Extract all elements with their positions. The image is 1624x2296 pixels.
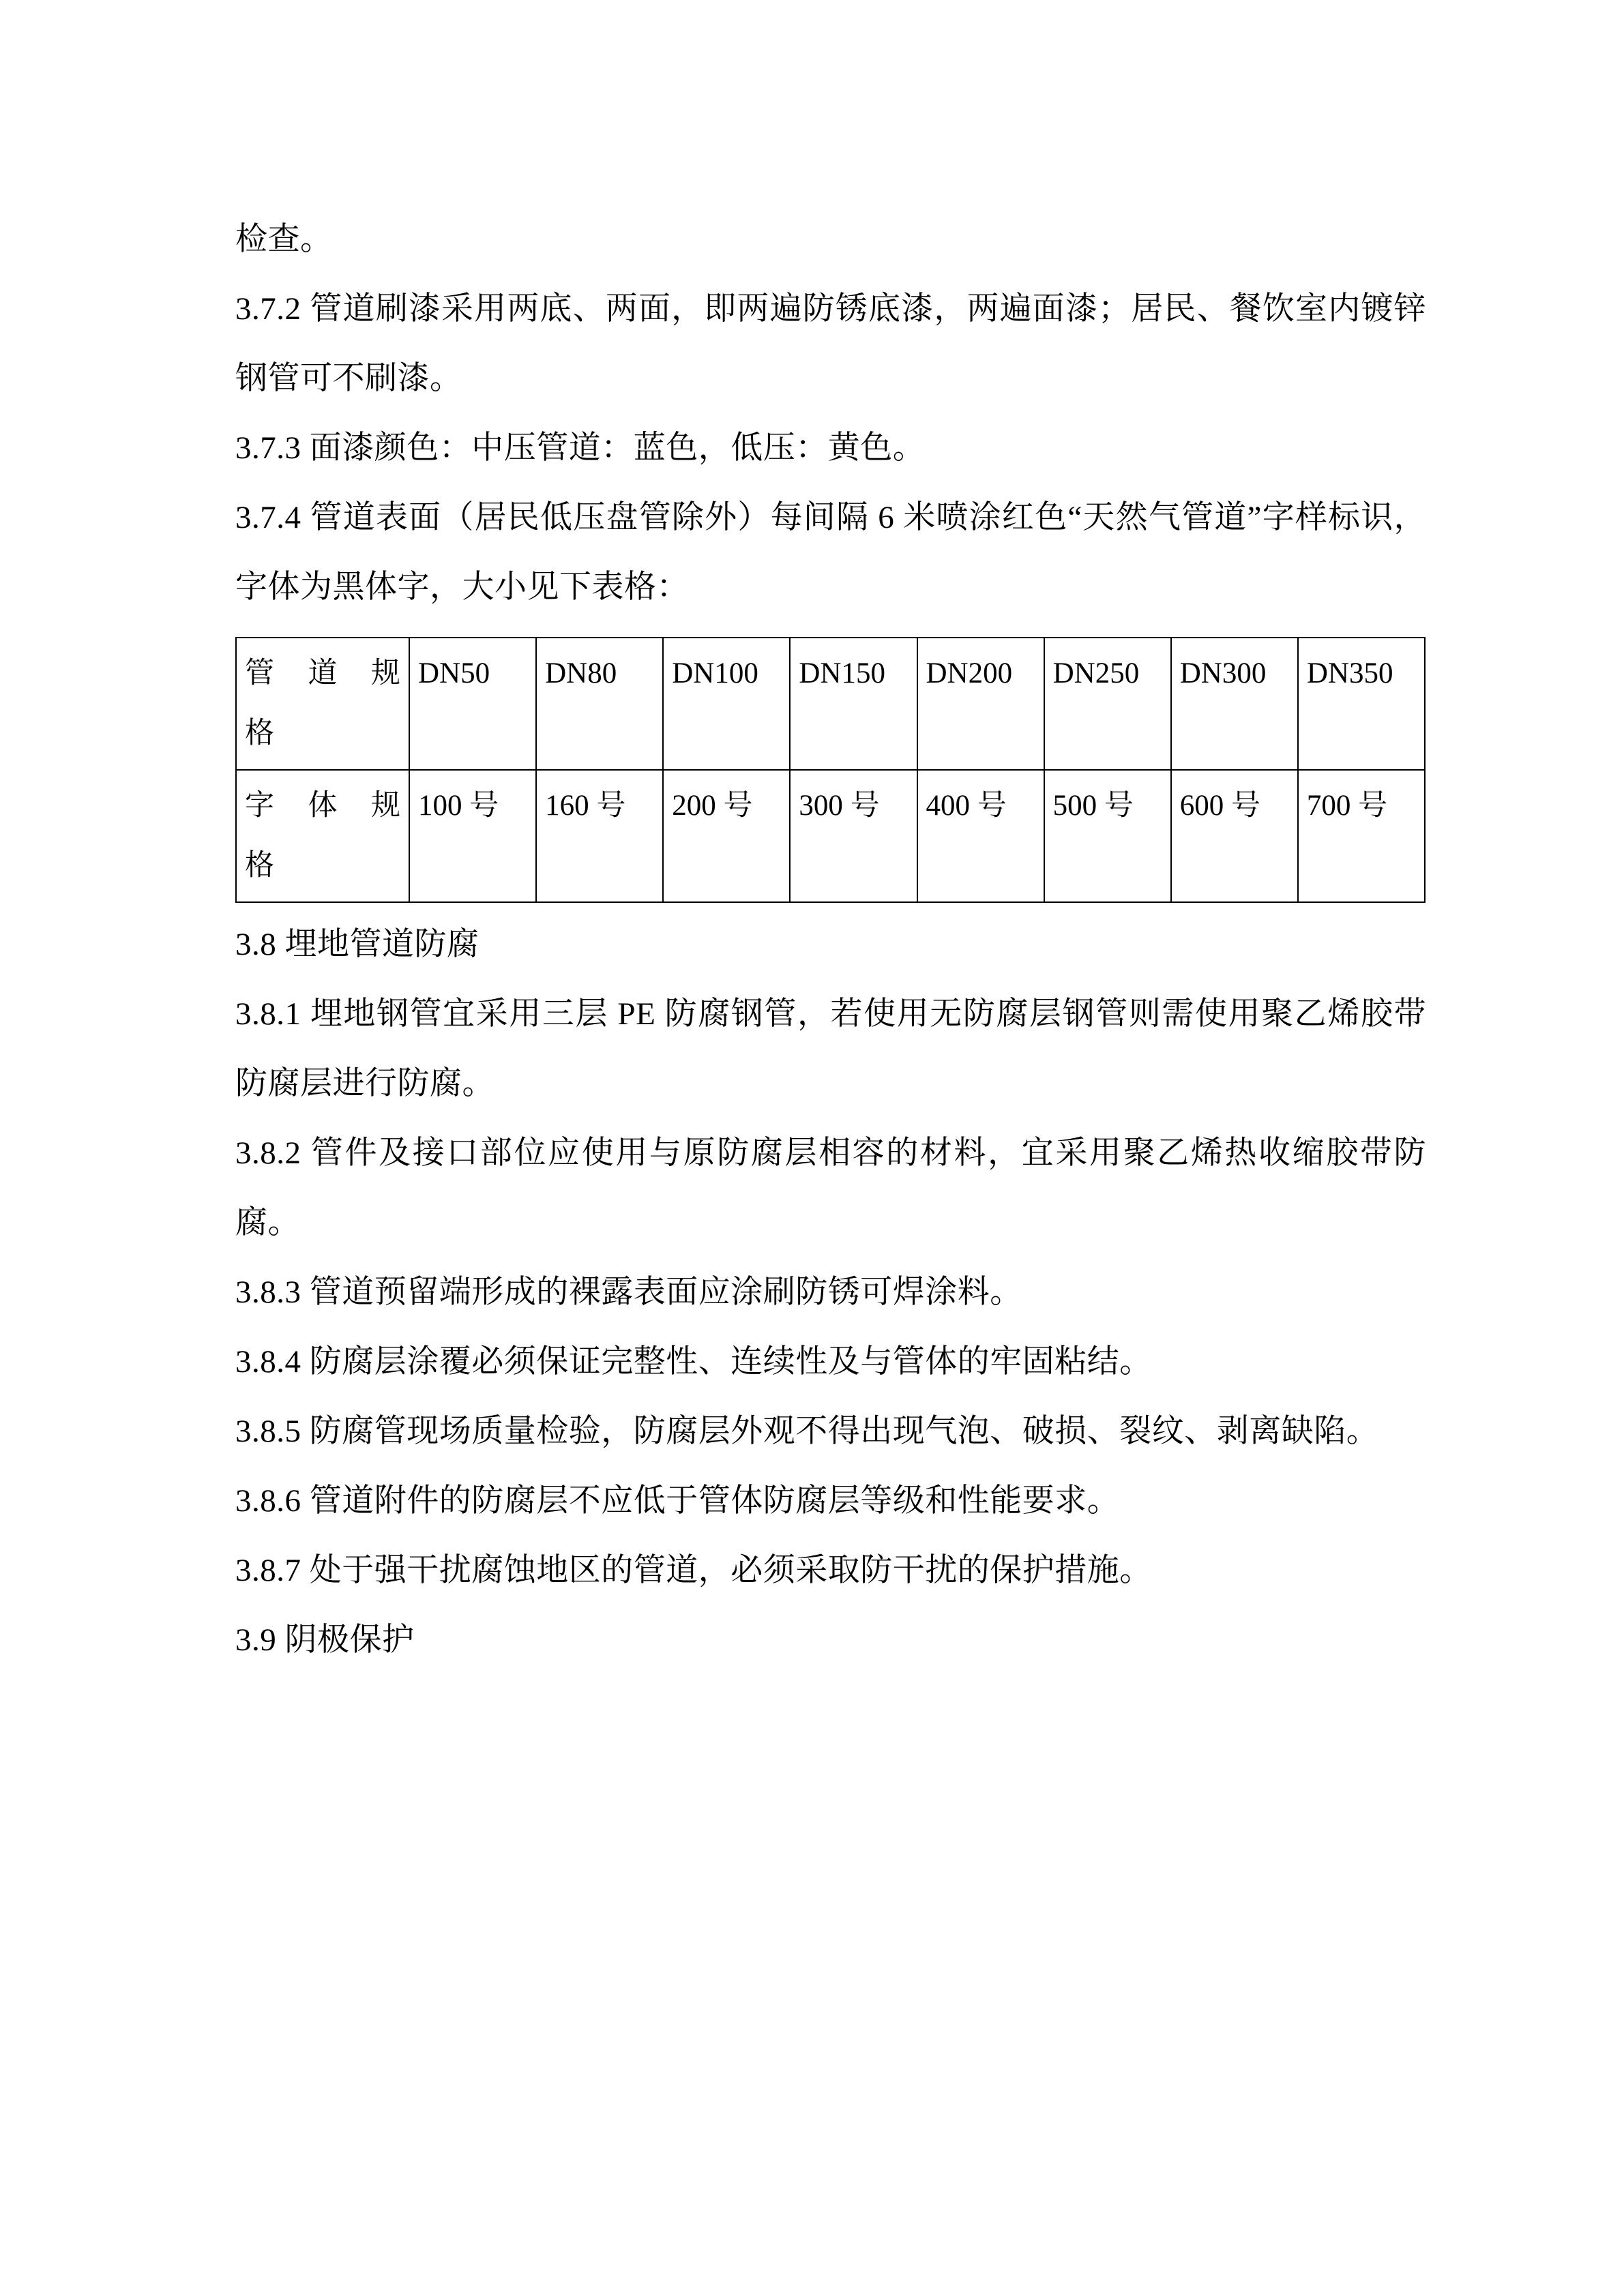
table-cell-dn150: DN150 [790, 638, 917, 770]
paragraph-3-9: 3.9 阴极保护 [235, 1622, 415, 1658]
table-cell-font-dn350: 700 号 [1298, 770, 1425, 902]
table-row-font-spec [236, 770, 1425, 902]
paragraph-3-8-6: 3.8.6 管道附件的防腐层不应低于管体防腐层等级和性能要求。 [235, 1483, 1120, 1519]
table-rowheader-font-spec-line2: 格 [245, 850, 274, 882]
table-cell-font-dn80: 160 号 [536, 770, 663, 902]
table-cell-font-dn200: 400 号 [917, 770, 1044, 902]
paragraph-3-8-2: 3.8.2 管件及接口部位应使用与原防腐层相容的材料，宜采用聚乙烯热收缩胶带防腐。 [235, 1135, 1426, 1240]
table-cell-dn250: DN250 [1044, 638, 1171, 770]
paragraph-3-8-7: 3.8.7 处于强干扰腐蚀地区的管道，必须采取防干扰的保护措施。 [235, 1553, 1152, 1588]
table-cell-dn100: DN100 [663, 638, 790, 770]
table-rowheader-pipe-spec-line2: 格 [245, 717, 274, 749]
paragraph-3-8-3: 3.8.3 管道预留端形成的裸露表面应涂刷防锈可焊涂料。 [235, 1274, 1022, 1310]
table-cell-dn50: DN50 [409, 638, 536, 770]
table-cell-dn300: DN300 [1171, 638, 1298, 770]
table-rowheader-font-spec [236, 770, 409, 902]
table-cell-font-dn250: 500 号 [1044, 770, 1171, 902]
table-rowheader-pipe-spec [236, 638, 409, 770]
table-cell-font-dn150: 300 号 [790, 770, 917, 902]
paragraph-3-8: 3.8 埋地管道防腐 [235, 927, 479, 962]
paragraph-3-7-4: 3.7.4 管道表面（居民低压盘管除外）每间隔 6 米喷涂红色“天然气管道”字样标识，字体为黑体字，大小见下表格： [235, 500, 1426, 605]
table-cell-font-dn100: 200 号 [663, 770, 790, 902]
paragraph-check: 检查。 [235, 222, 333, 257]
table-row-pipe-spec [236, 638, 1425, 770]
paragraph-3-8-4: 3.8.4 防腐层涂覆必须保证完整性、连续性及与管体的牢固粘结。 [235, 1344, 1152, 1380]
table-cell-font-dn300: 600 号 [1171, 770, 1298, 902]
table-rowheader-pipe-spec-line1: 管 道 规 [245, 657, 400, 689]
pipe-size-font-table [235, 637, 1426, 903]
paragraph-3-8-1: 3.8.1 埋地钢管宜采用三层 PE 防腐钢管，若使用无防腐层钢管则需使用聚乙烯胶带防腐层进行防腐。 [235, 996, 1426, 1101]
paragraph-3-8-5: 3.8.5 防腐管现场质量检验，防腐层外观不得出现气泡、破损、裂纹、剥离缺陷。 [235, 1414, 1379, 1449]
table-cell-dn80: DN80 [536, 638, 663, 770]
paragraph-3-7-3: 3.7.3 面漆颜色：中压管道：蓝色，低压：黄色。 [235, 430, 926, 466]
table-cell-dn200: DN200 [917, 638, 1044, 770]
paragraph-3-7-2: 3.7.2 管道刷漆采用两底、两面，即两遍防锈底漆，两遍面漆；居民、餐饮室内镀锌钢管可不刷漆。 [235, 291, 1426, 396]
table-rowheader-font-spec-line1: 字 体 规 [245, 790, 400, 822]
table-cell-font-dn50: 100 号 [409, 770, 536, 902]
table-cell-dn350: DN350 [1298, 638, 1425, 770]
